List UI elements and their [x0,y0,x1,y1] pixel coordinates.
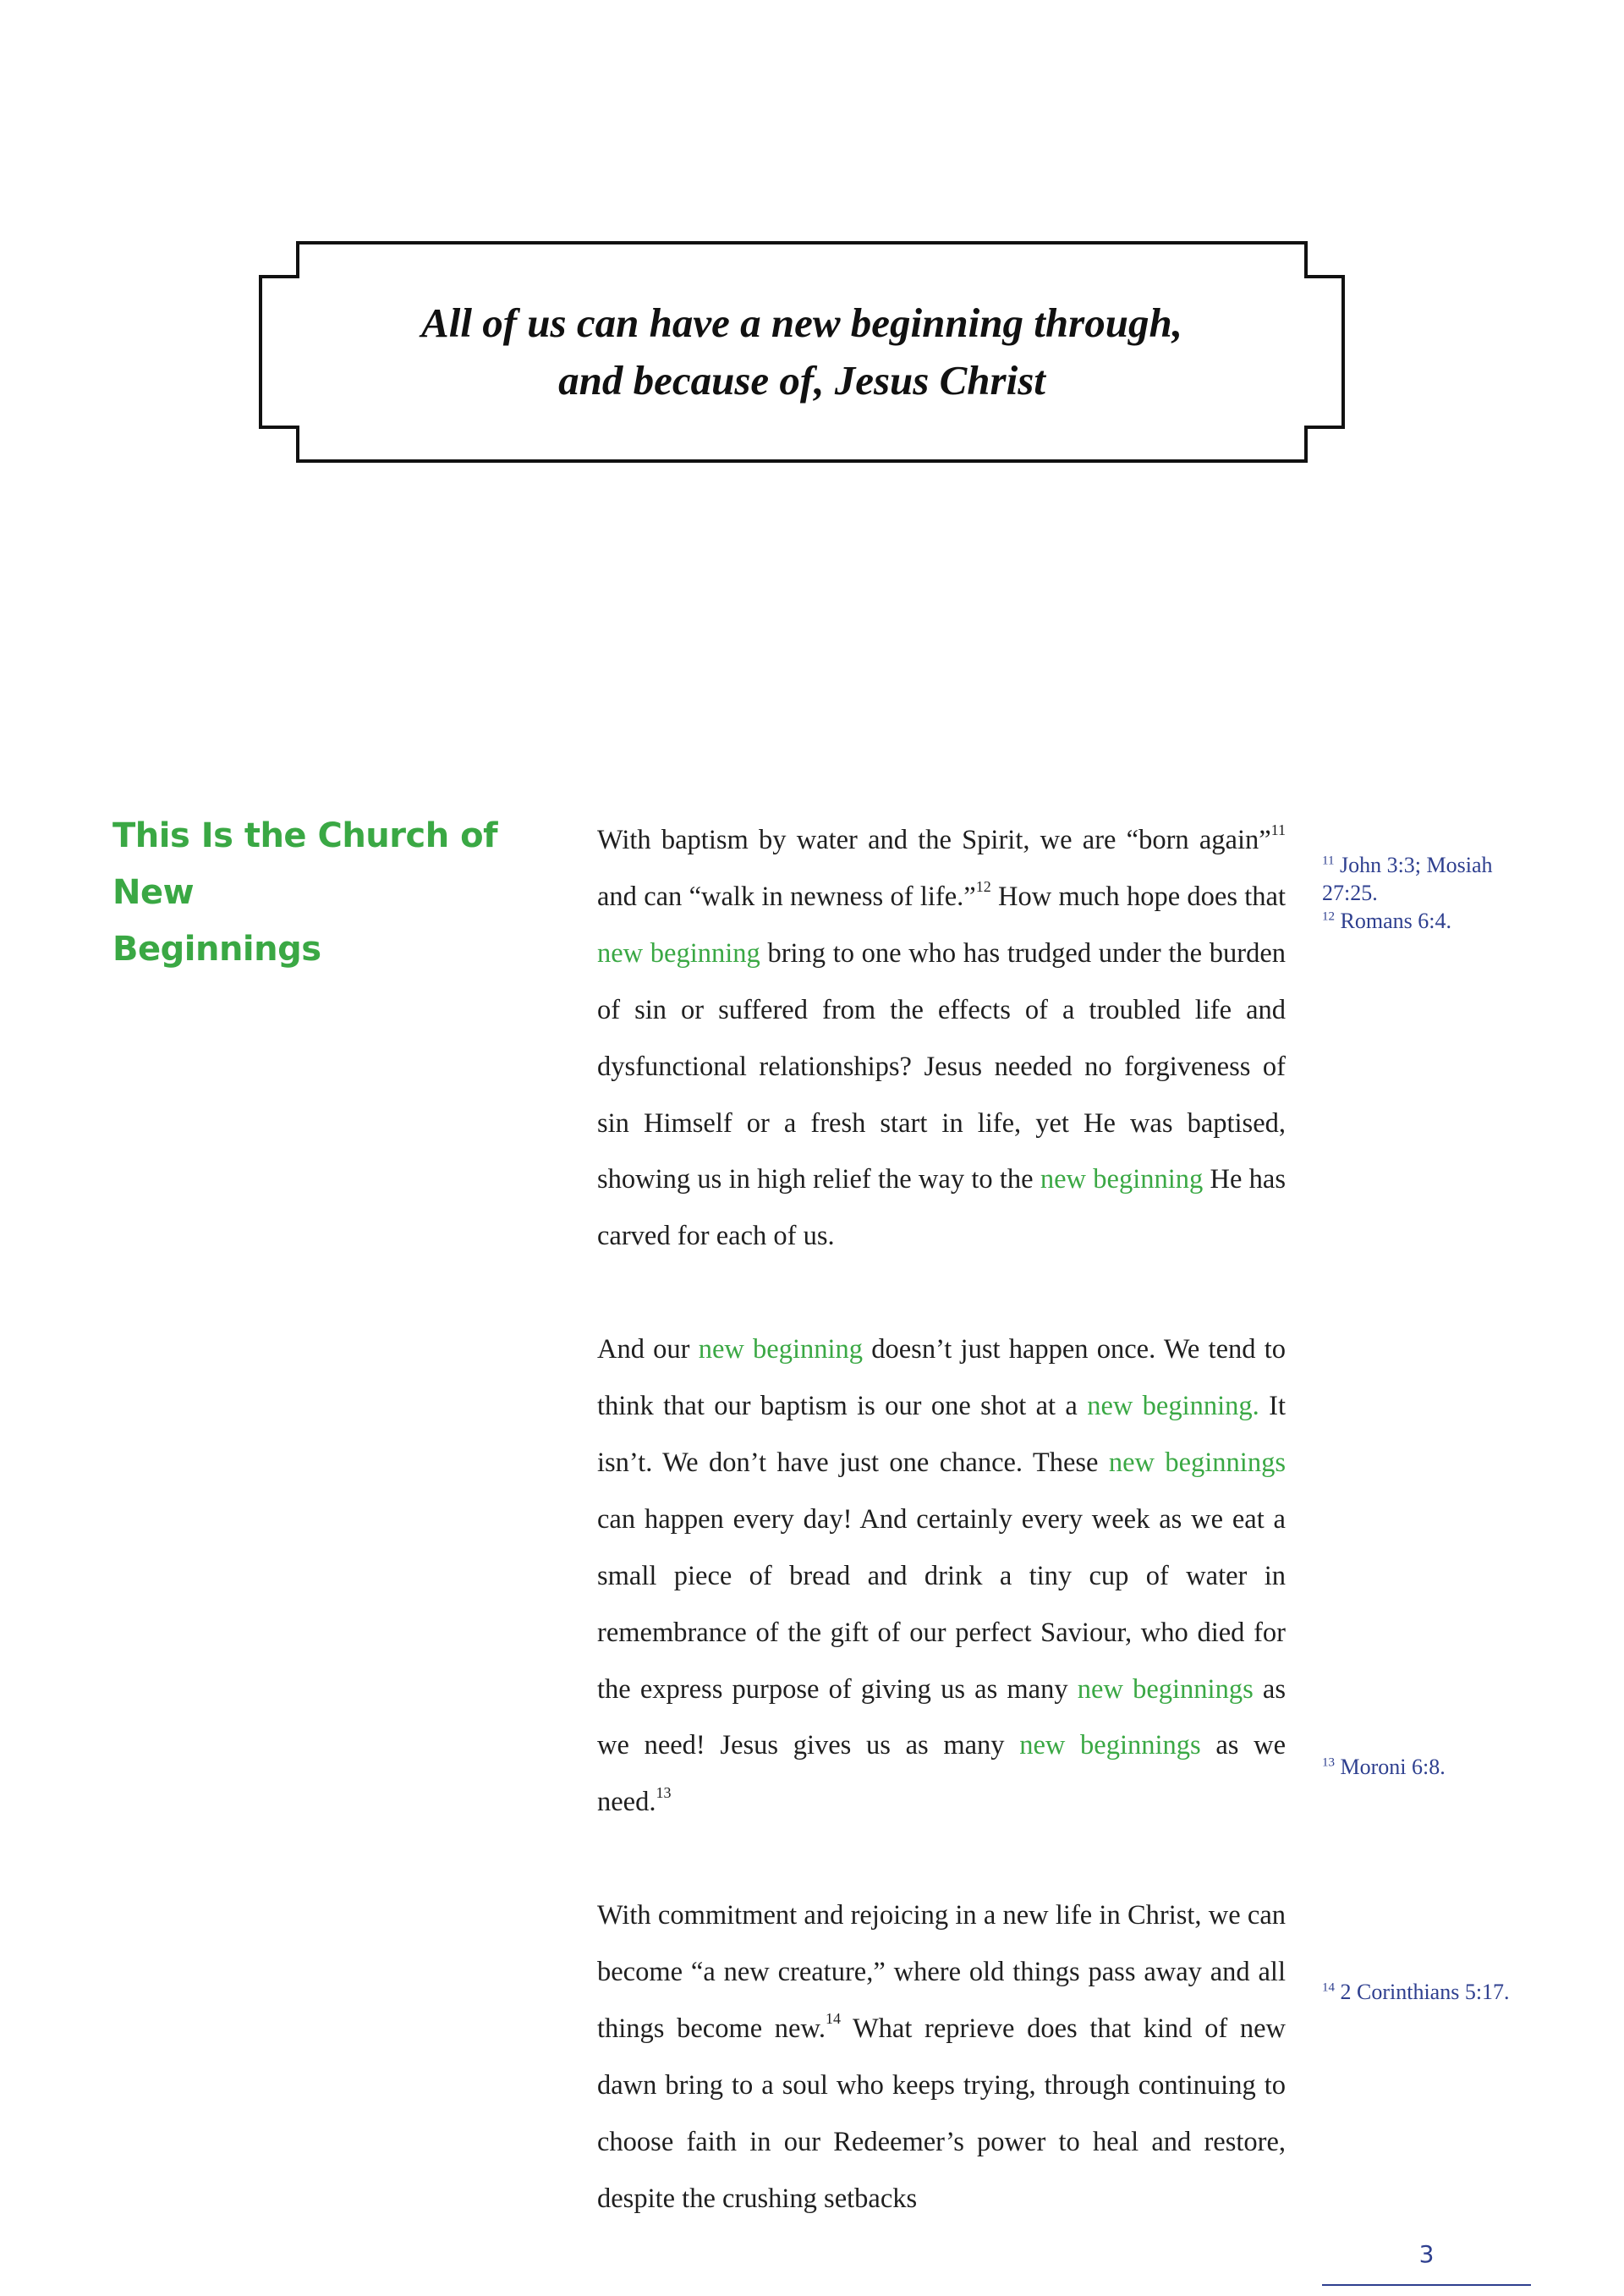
paragraph-2 [597,1321,1286,1831]
footnote-number: 13 [1322,1755,1335,1770]
highlight-phrase: new beginnings [1019,1730,1201,1761]
footnote-text: Moroni 6:8. [1335,1755,1446,1779]
pull-quote-line-1: All of us can have a new beginning through, [421,299,1182,346]
text-run: as we need! Jesus gives us as many [597,1673,1286,1761]
text-run: It isn’t. We don’t have just one chance. These [597,1391,1286,1478]
text-run: He has carved for each of us. [597,1164,1287,1252]
pull-quote-line-2: and because of, Jesus Christ [558,357,1045,404]
highlight-phrase: new beginning [1040,1164,1204,1195]
highlight-phrase: new beginning [698,1334,864,1365]
footnote-text: Romans 6:4. [1335,909,1451,933]
footnote-13 [1322,1753,1525,1781]
footnote-14 [1322,1978,1525,2006]
text-run: can happen every day! And certainly every week as we eat a small piece of bread and drink a tiny cup of water in remembrance of the gift of our perfect Saviour, who died for the express purpose of giving us as many [597,1503,1286,1705]
text-run: doesn’t just happen once. We tend to think that our baptism is our one shot at a [597,1334,1286,1422]
page-number-rule [1322,2284,1531,2286]
footnote-number: 12 [1322,909,1335,924]
highlight-phrase: new beginnings [1077,1673,1254,1705]
pull-quote [259,241,1345,463]
text-run: What reprieve does that kind of new dawn bring to a soul who keeps trying, through continuing to choose faith in our Redeemer’s power to heal and restore, despite the crushing setbacks [597,2013,1286,2214]
paragraph-1 [597,812,1286,1265]
footnote-11 [1322,851,1525,907]
highlight-phrase: new beginning [597,937,760,969]
text-run: And our [597,1334,699,1365]
footnote-ref-12: 12 [975,878,991,896]
text-run: With commitment and rejoicing in a new life in Christ, we can become “a new creature,” where old things pass away and all things become new. [597,1900,1286,2044]
page-number: 3 [1418,2240,1435,2268]
footnote-12 [1322,907,1525,935]
highlight-phrase: new beginnings [1108,1447,1286,1478]
footnote-text: 2 Corinthians 5:17. [1335,1980,1510,2004]
footnote-number: 14 [1322,1980,1335,1995]
text-run: bring to one who has trudged under the burden of sin or suffered from the effects of a troubled life and dysfunctional relationships? Jesus needed no forgiveness of sin Himself or a fresh start in life, yet He was baptised, showing us in high relief the way to the [597,937,1287,1195]
pull-quote-frame [259,241,1345,463]
section-heading-line-2: Beginnings [112,930,321,969]
footnote-ref-14: 14 [825,2010,841,2028]
footnote-ref-13: 13 [656,1783,672,1801]
footnote-number: 11 [1322,854,1335,868]
text-run: as we need. [597,1730,1287,1818]
footnote-text: John 3:3; Mosiah 27:25. [1322,853,1493,905]
section-heading-line-1: This Is the Church of New [112,816,498,912]
text-run: How much hope does that [990,881,1286,912]
body-text-column [597,812,1286,2284]
text-run: With baptism by water and the Spirit, we are “born again” [597,825,1271,855]
section-heading [112,808,552,978]
paragraph-3 [597,1887,1286,2227]
text-run: and can “walk in newness of life.” [597,881,976,912]
footnote-ref-11: 11 [1270,821,1286,839]
highlight-phrase: new beginning. [1087,1391,1259,1422]
